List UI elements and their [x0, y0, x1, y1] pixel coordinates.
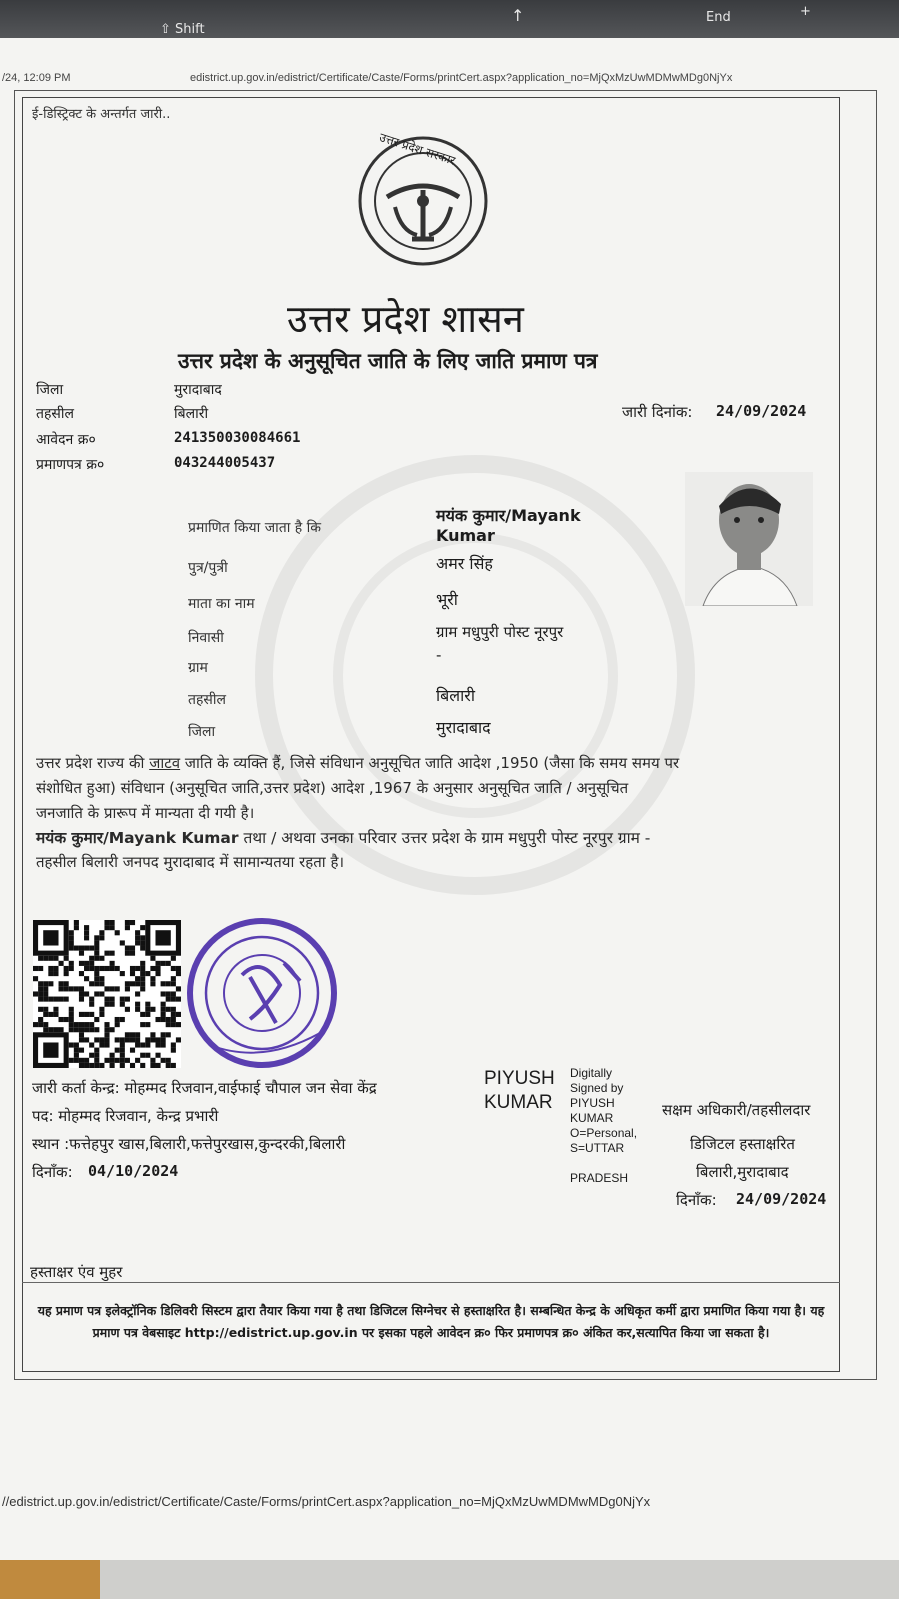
signature-and-seal-label: हस्ताक्षर एंव मुहर	[30, 1263, 123, 1281]
issuer-date-label: दिनाँक:	[32, 1163, 73, 1181]
print-url: edistrict.up.gov.in/edistrict/Certificate/Caste/Forms/printCert.aspx?application_no=MjQxMzUwMDMwMDg0NjYx	[190, 72, 733, 84]
certificate-paragraph-line4	[36, 827, 816, 850]
detail-value-mother: भूरी	[436, 590, 458, 609]
detail-value-tehsil: बिलारी	[436, 686, 475, 705]
detail-value-district: मुरादाबाद	[436, 718, 491, 737]
detail-label-mother-name: माता का नाम	[188, 596, 255, 612]
footer-divider	[22, 1282, 840, 1283]
sig-line: Digitally	[570, 1066, 613, 1080]
issuer-post: पद: मोहम्मद रिजवान, केन्द्र प्रभारी	[32, 1107, 219, 1125]
holder-name: मयंक कुमार/Mayank Kumar	[36, 829, 239, 847]
certificate-paragraph-line5: तहसील बिलारी जनपद मुरादाबाद में सामान्यतया रहता है।	[36, 853, 345, 871]
issue-date: 24/09/2024	[716, 402, 807, 420]
sig-line: KUMAR	[570, 1111, 614, 1125]
authority-signed: डिजिटल हस्ताक्षरित	[690, 1135, 795, 1153]
keyboard-strip	[0, 0, 899, 40]
meta-label-certificate-no: प्रमाणपत्र क्र०	[36, 457, 105, 473]
issued-under-label: ई-डिस्ट्रिक्ट के अन्तर्गत जारी..	[32, 107, 171, 122]
footer-print-url: //edistrict.up.gov.in/edistrict/Certificate/Caste/Forms/printCert.aspx?application_no=MjQxMzUwMDMwMDg0NjYx	[2, 1494, 651, 1509]
detail-label-son-daughter-of: पुत्र/पुत्री	[188, 560, 228, 576]
seal-stamp	[180, 915, 345, 1075]
issue-date-label: जारी दिनांक:	[622, 403, 693, 421]
signer-name-line1: PIYUSH	[484, 1068, 555, 1089]
up-arrow-key: ↑	[511, 6, 525, 25]
authority-date: 24/09/2024	[736, 1190, 827, 1208]
meta-label-district: जिला	[36, 382, 64, 398]
detail-label-certified-that: प्रमाणित किया जाता है कि	[188, 520, 322, 536]
plus-key: +	[800, 4, 811, 19]
government-heading: उत्तर प्रदेश शासन	[287, 297, 524, 341]
detail-label-village: ग्राम	[188, 660, 208, 676]
meta-label-application-no: आवेदन क्र०	[36, 432, 96, 448]
detail-value-father: अमर सिंह	[436, 554, 493, 573]
meta-value-district: मुरादाबाद	[174, 382, 222, 398]
print-datetime: /24, 12:09 PM	[2, 72, 71, 84]
paragraph-text: उत्तर प्रदेश राज्य की	[36, 754, 145, 772]
issuing-center: जारी कर्ता केन्द्र: मोहम्मद रिजवान,वाईफाई चौपाल जन सेवा केंद्र	[32, 1079, 377, 1097]
detail-label-resident: निवासी	[188, 630, 224, 646]
detail-value-resident: ग्राम मधुपुरी पोस्ट नूरपुर	[436, 623, 564, 641]
certificate-paragraph-line3: जनजाति के प्रारूप में मान्यता दी गयी है।	[36, 804, 255, 822]
signer-name-line2: KUMAR	[484, 1092, 553, 1113]
sig-line: Signed by	[570, 1081, 624, 1095]
sig-line	[570, 1156, 637, 1171]
certificate-paragraph-line1	[36, 752, 816, 775]
digital-signature-details	[570, 1066, 637, 1186]
paragraph-text: तथा / अथवा उनका परिवार उत्तर प्रदेश के ग्राम मधुपुरी पोस्ट नूरपुर ग्राम -	[243, 829, 651, 847]
emblem-text: उत्तर प्रदेश सरकार	[377, 130, 458, 168]
authority-place: बिलारी,मुरादाबाद	[696, 1163, 789, 1181]
applicant-photo	[685, 472, 813, 606]
detail-value-name-line2: Kumar	[436, 526, 495, 545]
footer-notice: यह प्रमाण पत्र इलेक्ट्रॉनिक डिलिवरी सिस्टम द्वारा तैयार किया गया है तथा डिजिटल सिग्नेचर से हस्ताक्षरित है। सम्बन्धित केन्द्र के अधिकृत कर्मी द्वारा प्रमाणित किया गया है। यह प्रमाण पत्र वेबसाइट http://edistrict.up.gov.in पर इसका पहले आवेदन क्र० फिर प्रमाणपत्र क्र० अंकित कर,सत्यापित किया जा सकता है।	[37, 1303, 825, 1340]
sig-line: PIYUSH	[570, 1096, 615, 1110]
detail-value-village: -	[436, 646, 442, 664]
detail-value-name-line1: मयंक कुमार/Mayank	[436, 506, 581, 525]
meta-value-tehsil: बिलारी	[174, 406, 209, 422]
paragraph-text: जाति के व्यक्ति हैं, जिसे संविधान अनुसूचित जाति आदेश ,1950 (जैसा कि समय समय पर	[184, 754, 680, 772]
caste-name: जाटव	[149, 754, 181, 772]
meta-label-tehsil: तहसील	[36, 406, 74, 422]
detail-label-tehsil: तहसील	[188, 692, 226, 708]
detail-label-district: जिला	[188, 724, 216, 740]
meta-value-certificate-no: 043244005437	[174, 455, 276, 471]
qr-code	[33, 920, 181, 1068]
sig-line: S=UTTAR	[570, 1141, 625, 1155]
person-photo-icon	[685, 472, 813, 606]
end-key: End	[706, 10, 731, 25]
authority-date-label: दिनाँक:	[676, 1191, 717, 1209]
certificate-paragraph-line2: संशोधित हुआ) संविधान (अनुसूचित जाति,उत्तर प्रदेश) आदेश ,1967 के अनुसार अनुसूचित जाति / अनुसूचित	[36, 779, 629, 797]
sig-line: PRADESH	[570, 1171, 629, 1185]
authority-title: सक्षम अधिकारी/तहसीलदार	[662, 1101, 811, 1119]
background-surface	[0, 1560, 899, 1599]
issuer-date: 04/10/2024	[88, 1162, 179, 1180]
issuer-place: स्थान :फत्तेहपुर खास,बिलारी,फत्तेपुरखास,कुन्दरकी,बिलारी	[32, 1135, 346, 1153]
sig-line: O=Personal,	[570, 1126, 638, 1140]
shift-key: ⇧ Shift	[160, 22, 205, 37]
certificate-title: उत्तर प्रदेश के अनुसूचित जाति के लिए जाति प्रमाण पत्र	[178, 349, 598, 373]
meta-value-application-no: 241350030084661	[174, 430, 301, 446]
